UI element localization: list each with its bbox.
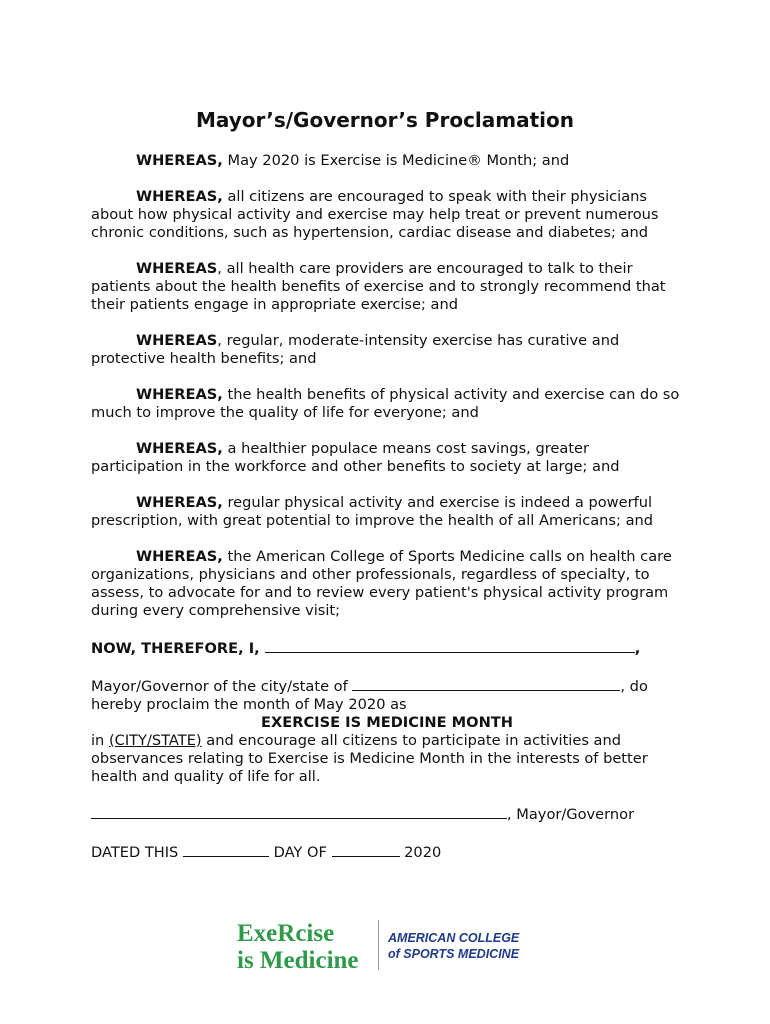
month-name: EXERCISE IS MEDICINE MONTH bbox=[261, 714, 513, 731]
city-state-blank[interactable] bbox=[352, 676, 620, 691]
in-rest: and encourage all citizens to participate in activities and observances relating to Exercise is Medicine Month in the interests of better health and quality of life for all. bbox=[91, 732, 648, 785]
whereas-text: , all health care providers are encouraged to talk to their patients about the health benefits of exercise and to strongly recommend that their patients engage in appropriate exercise; and bbox=[91, 260, 666, 313]
whereas-lead: WHEREAS, bbox=[136, 440, 223, 457]
dated-line bbox=[91, 842, 683, 862]
whereas-paragraph-5 bbox=[91, 386, 683, 422]
whereas-lead: WHEREAS, bbox=[136, 188, 223, 205]
month-blank[interactable] bbox=[332, 842, 400, 857]
eim-logo-line2: is Medicine bbox=[237, 947, 359, 972]
whereas-lead: WHEREAS bbox=[136, 332, 218, 349]
mayor-suffix: , do bbox=[620, 678, 648, 695]
whereas-paragraph-7 bbox=[91, 494, 683, 530]
whereas-lead: WHEREAS, bbox=[136, 494, 223, 511]
page-title: Mayor’s/Governor’s Proclamation bbox=[195, 108, 575, 132]
whereas-text: all citizens are encouraged to speak with their physicians about how physical activity and exercise may help treat or prevent numerous chronic conditions, such as hypertension, cardiac disease and diabetes; and bbox=[91, 188, 659, 241]
whereas-paragraph-3 bbox=[91, 260, 683, 314]
proclaim-line: hereby proclaim the month of May 2020 as bbox=[91, 696, 407, 713]
day-of-label: DAY OF bbox=[273, 844, 327, 861]
acsm-logo bbox=[388, 926, 533, 966]
whereas-paragraph-8 bbox=[91, 548, 683, 620]
acsm-logo-line1: AMERICAN COLLEGE bbox=[388, 931, 520, 945]
mayor-line bbox=[91, 676, 683, 696]
whereas-paragraph-4 bbox=[91, 332, 683, 368]
city-state-placeholder: (CITY/STATE) bbox=[108, 732, 202, 749]
footer-logos bbox=[237, 916, 537, 976]
whereas-text: the health benefits of physical activity and exercise can do so much to improve the quality of life for everyone; and bbox=[91, 386, 680, 421]
signature-blank[interactable] bbox=[91, 804, 507, 819]
eim-logo-line1: ExeRcise bbox=[237, 920, 335, 947]
whereas-paragraph-6 bbox=[91, 440, 683, 476]
whereas-text: , regular, moderate-intensity exercise has curative and protective health benefits; and bbox=[91, 332, 620, 367]
year: 2020 bbox=[404, 844, 442, 861]
in-city-state-line bbox=[91, 732, 683, 786]
whereas-lead: WHEREAS, bbox=[136, 386, 223, 403]
whereas-paragraph-1 bbox=[91, 152, 683, 170]
in-word: in bbox=[91, 732, 109, 749]
whereas-paragraph-2 bbox=[91, 188, 683, 242]
now-therefore-label: NOW, THEREFORE, I, bbox=[91, 640, 260, 657]
name-blank[interactable] bbox=[265, 638, 635, 653]
whereas-text: the American College of Sports Medicine calls on health care organizations, physicians and other professionals, regardless of specialty, to assess, to advocate for and to review every patient's physical activity program during every comprehensive visit; bbox=[91, 548, 672, 619]
whereas-lead: WHEREAS, bbox=[136, 548, 223, 565]
proclamation-body bbox=[91, 152, 683, 862]
whereas-text: regular physical activity and exercise is indeed a powerful prescription, with great potential to improve the health of all Americans; and bbox=[91, 494, 654, 529]
exercise-is-medicine-logo bbox=[237, 916, 372, 972]
whereas-lead: WHEREAS bbox=[136, 260, 218, 277]
dated-this-label: DATED THIS bbox=[91, 844, 179, 861]
signature-line bbox=[91, 804, 683, 824]
signature-suffix: , Mayor/Governor bbox=[507, 806, 635, 823]
whereas-text: a healthier populace means cost savings, greater participation in the workforce and other benefits to society at large; and bbox=[91, 440, 620, 475]
acsm-logo-line2: of SPORTS MEDICINE bbox=[388, 947, 520, 961]
mayor-prefix: Mayor/Governor of the city/state of bbox=[91, 678, 348, 695]
now-therefore-line bbox=[91, 638, 683, 658]
day-blank[interactable] bbox=[183, 842, 269, 857]
logo-divider bbox=[378, 920, 379, 970]
whereas-lead: WHEREAS, bbox=[136, 152, 223, 169]
comma: , bbox=[634, 640, 641, 657]
whereas-text: May 2020 is Exercise is Medicine® Month; and bbox=[222, 152, 570, 169]
